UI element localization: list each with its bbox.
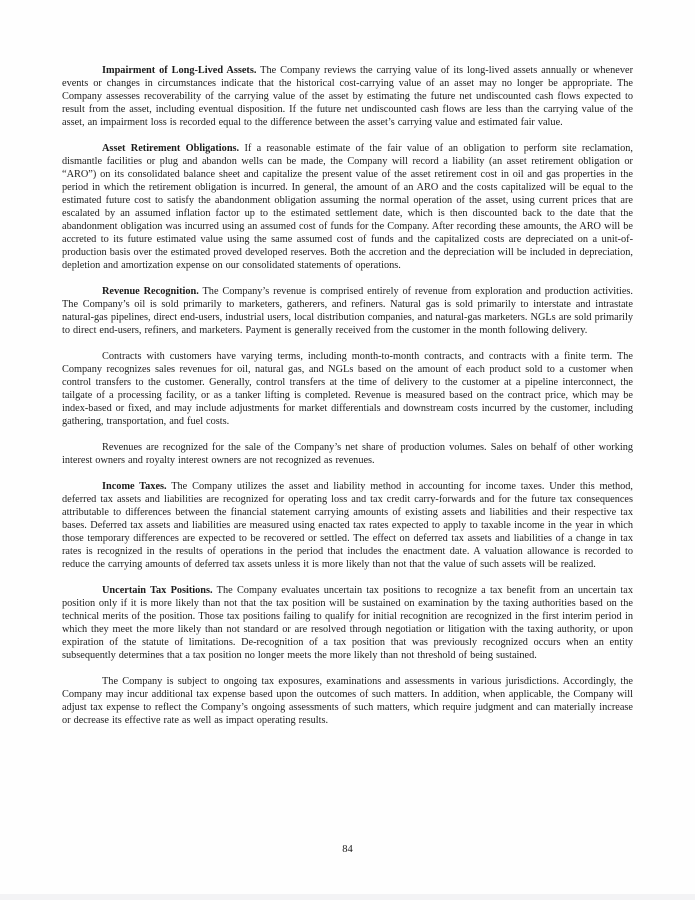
paragraph-asset-retirement-obligations — [62, 142, 633, 272]
page-number: 84 — [342, 844, 353, 855]
paragraph-impairment-of-long-lived-assets — [62, 64, 633, 129]
paragraph-revenue-recognition — [62, 285, 633, 337]
paragraph-body: Contracts with customers have varying terms, including month-to-month contracts, and contracts with a finite term. The Company recognizes sales revenues for oil, natural gas, and NGLs based on the amount of each product sold to a customer when control transfers to the customer. Generally, control transfers at the time of delivery to the customer at a pipeline interconnect, the tailgate of a processing facility, or as a tanker lifting is completed. Revenue is measured based on the contract price, which may be index-based or fixed, and may include adjustments for market differentials and downstream costs incurred by the customer, including gathering, transportation, and fuel costs. — [62, 351, 633, 427]
paragraph-body: The Company utilizes the asset and liability method in accounting for income taxes. Under this method, deferred tax assets and liabilities are recognized for operating loss and tax credit carry-forwards and for the future tax consequences attributable to differences between the financial statement carrying amounts of existing assets and liabilities and their respective tax bases. Deferred tax assets and liabilities are measured using enacted tax rates expected to apply to taxable income in the year in which those temporary differences are expected to be recovered or settled. The effect on deferred tax assets and liabilities of a change in tax rates is recognized in the results of operations in the period that includes the enactment date. A valuation allowance is recorded to reduce the carrying amounts of deferred tax assets unless it is more likely than not that the value of such assets will be realized. — [62, 481, 633, 570]
paragraph-lead: Revenue Recognition. — [102, 286, 199, 297]
paragraph-body: If a reasonable estimate of the fair value of an obligation to perform site reclamation, dismantle facilities or plug and abandon wells can be made, the Company will record a liability (an asset retirement obligation or “ARO”) on its consolidated balance sheet and capitalize the present value of the asset retirement cost in oil and gas properties in the period in which the retirement obligation is incurred. In general, the amount of an ARO and the costs capitalized will be equal to the estimated future cost to satisfy the abandonment obligation assuming the normal operation of the asset, using current prices that are escalated by an assumed inflation factor up to the estimated settlement date, which is then discounted back to the date that the abandonment obligation was incurred using an assumed cost of funds for the Company. After recording these amounts, the ARO will be accreted to its future estimated value using the same assumed cost of funds and the capitalized costs are depreciated on a unit-of-production basis over the estimated proved developed reserves. Both the accretion and the depreciation will be included in depreciation, depletion and amortization expense on our consolidated statements of operations. — [62, 143, 634, 271]
paragraph-lead: Asset Retirement Obligations. — [102, 143, 240, 154]
paragraph-body: The Company is subject to ongoing tax exposures, examinations and assessments in various jurisdictions. Accordingly, the Company may incur additional tax expense based upon the outcomes of such matters. In addition, when applicable, the Company will adjust tax expense to reflect the Company’s ongoing assessments of such matters, which require judgment and can materially increase or decrease its effective rate as well as impact operating results. — [62, 676, 633, 726]
paragraph-lead: Income Taxes. — [102, 481, 167, 492]
paragraph-body: The Company evaluates uncertain tax positions to recognize a tax benefit from an uncertain tax position only if it is more likely than not that the tax position will be sustained on examination by the taxing authorities based on the technical merits of the position. Those tax positions failing to qualify for initial recognition are recognized in the first interim period in which they meet the more likely than not standard or are resolved through negotiation or litigation with the taxing authority, or upon expiration of the statute of limitations. De-recognition of a tax position that was previously recognized occurs when an entity subsequently determines that a tax position no longer meets the more likely than not threshold of being sustained. — [62, 585, 633, 661]
paragraph-body: The Company’s revenue is comprised entirely of revenue from exploration and production activities. The Company’s oil is sold primarily to marketers, gatherers, and refiners. Natural gas is sold primarily to interstate and intrastate natural-gas pipelines, direct end-users, industrial users, local distribution companies, and natural-gas marketers. NGLs are sold primarily to direct end-users, refiners, and marketers. Payment is generally received from the customer in the month following delivery. — [62, 286, 633, 336]
paragraph-ongoing-tax-exposures — [62, 675, 633, 727]
paragraph-lead: Impairment of Long-Lived Assets. — [102, 65, 257, 76]
paragraph-uncertain-tax-positions — [62, 584, 633, 662]
paragraph-revenues-recognized — [62, 441, 633, 467]
paragraph-lead: Uncertain Tax Positions. — [102, 585, 213, 596]
paragraph-contracts-with-customers — [62, 350, 633, 428]
paragraph-body: Revenues are recognized for the sale of the Company’s net share of production volumes. Sales on behalf of other working interest owners and royalty interest owners are not recognized as revenues. — [62, 442, 633, 466]
page-bottom-edge — [0, 894, 695, 900]
paragraph-body: The Company reviews the carrying value of its long-lived assets annually or whenever events or changes in circumstances indicate that the historical cost-carrying value of an asset may no longer be appropriate. The Company assesses recoverability of the carrying value of the asset by estimating the future net undiscounted cash flows expected to result from the asset, including eventual disposition. If the future net undiscounted cash flows are less than the carrying value of the asset, an impairment loss is recorded equal to the difference between the asset’s carrying value and estimated fair value. — [62, 65, 633, 128]
paragraph-income-taxes — [62, 480, 633, 571]
